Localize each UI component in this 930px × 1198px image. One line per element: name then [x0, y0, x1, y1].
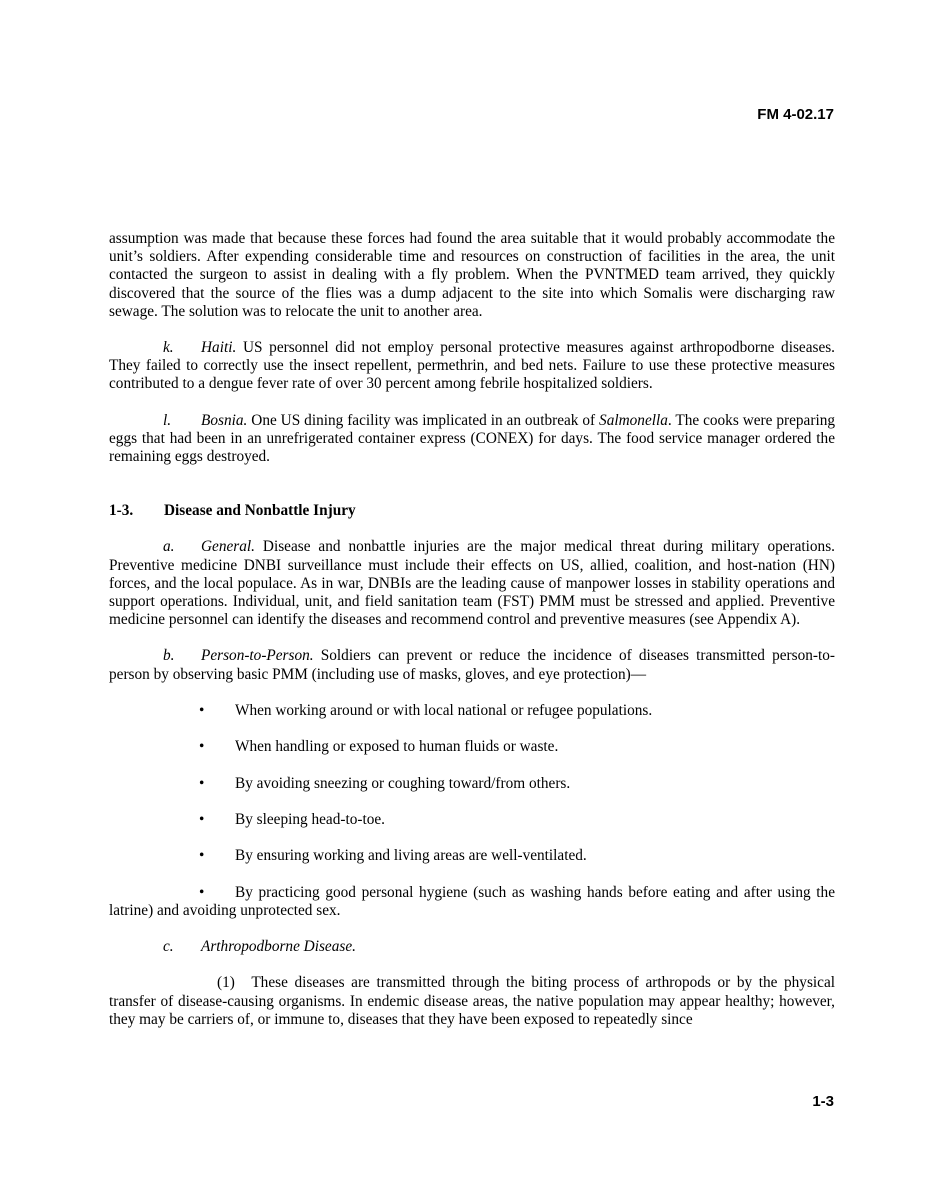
subparagraph-label: c.: [163, 938, 174, 956]
list-item-wrapping: • By practicing good personal hygiene (such as washing hands before eating and after using the latrine) and avoiding unprotected sex.: [109, 883, 835, 920]
section-title: Disease and Nonbattle Injury: [164, 502, 356, 520]
paragraph-c-arthropodborne: [109, 938, 835, 956]
document-code-header: FM 4-02.17: [757, 106, 834, 123]
subparagraph-title: Arthropodborne Disease.: [201, 938, 356, 956]
list-item: • When working around or with local national or refugee populations.: [199, 701, 653, 719]
subparagraph-text: One US dining facility was implicated in an outbreak of: [251, 411, 596, 429]
subparagraph-label: b.: [163, 647, 175, 665]
bullet-icon: •: [199, 774, 205, 792]
document-body: [109, 230, 835, 1047]
subparagraph-text: Soldiers can prevent or reduce the incidence of diseases transmitted person-to-person by observing basic PMM (including use of masks, gloves, and eye protection)—: [109, 647, 835, 683]
bullet-icon: •: [199, 811, 205, 829]
section-number: 1-3.: [109, 502, 134, 520]
subparagraph-title: General.: [201, 538, 255, 556]
subparagraph-text: . The cooks were preparing eggs that had been in an unrefrigerated container express (CONEX) for days. The food service manager ordered the remaining eggs destroyed.: [109, 411, 835, 466]
list-item: • By avoiding sneezing or coughing toward/from others.: [199, 774, 571, 792]
paragraph-a-general: [109, 538, 835, 629]
list-item: • When handling or exposed to human fluids or waste.: [199, 738, 559, 756]
paragraph-k-haiti: [109, 339, 835, 394]
section-heading: [109, 502, 835, 520]
bullet-icon: •: [199, 701, 205, 719]
paragraph-b-person-to-person: [109, 647, 835, 683]
bullet-list: [109, 702, 835, 866]
bullet-icon: •: [199, 847, 205, 865]
continuation-paragraph: assumption was made that because these forces had found the area suitable that it would probably accommodate the unit’s soldiers. After expending considerable time and resources on construction of facilities in the area, the unit contacted the surgeon to assist in dealing with a fly problem. When the PVNTMED team arrived, they quickly discovered that the source of the flies was a dump adjacent to the site into which Somalis were discharging raw sewage. The solution was to relocate the unit to another area.: [109, 230, 835, 320]
paragraph-l-bosnia: [109, 412, 835, 467]
bullet-icon: •: [199, 883, 205, 901]
salmonella-term: Salmonella: [599, 411, 668, 429]
bullet-icon: •: [199, 738, 205, 756]
numbered-label: (1): [217, 974, 235, 992]
list-item: • By sleeping head-to-toe.: [199, 811, 385, 829]
subparagraph-text: US personnel did not employ personal protective measures against arthropodborne diseases. They failed to correctly use the insect repellent, permethrin, and bed nets. Failure to use these protective measures contributed to a dengue fever rate of over 30 percent among febrile hospitalized soldiers.: [109, 339, 836, 393]
subparagraph-text: Disease and nonbattle injuries are the major medical threat during military operations. Preventive medicine DNBI surveillance must include their effects on US, allied, coalition, and host-nation (HN) forces, and the local populace. As in war, DNBIs are the leading cause of manpower losses in stability operations and support operations. Individual, unit, and field sanitation team (FST) PMM must be stressed and applied. Preventive medicine personnel can identify the diseases and recommend control and preventive measures (see Appendix A).: [109, 538, 835, 629]
list-item: • By ensuring working and living areas are well-ventilated.: [199, 847, 587, 865]
subparagraph-title: Haiti.: [201, 339, 237, 357]
page-number: 1-3: [812, 1093, 834, 1110]
subparagraph-label: a.: [163, 538, 175, 556]
subparagraph-text: These diseases are transmitted through the biting process of arthropods or by the physical transfer of disease-causing organisms. In endemic disease areas, the native population may appear healthy; however, they may be carriers of, or immune to, diseases that they have been exposed to repeatedly since: [109, 974, 835, 1028]
subparagraph-label: l.: [163, 411, 172, 429]
paragraph-c1: [109, 974, 835, 1029]
subparagraph-label: k.: [163, 339, 174, 357]
subparagraph-title: Person-to-Person.: [201, 647, 314, 665]
subparagraph-title: Bosnia.: [201, 411, 248, 429]
